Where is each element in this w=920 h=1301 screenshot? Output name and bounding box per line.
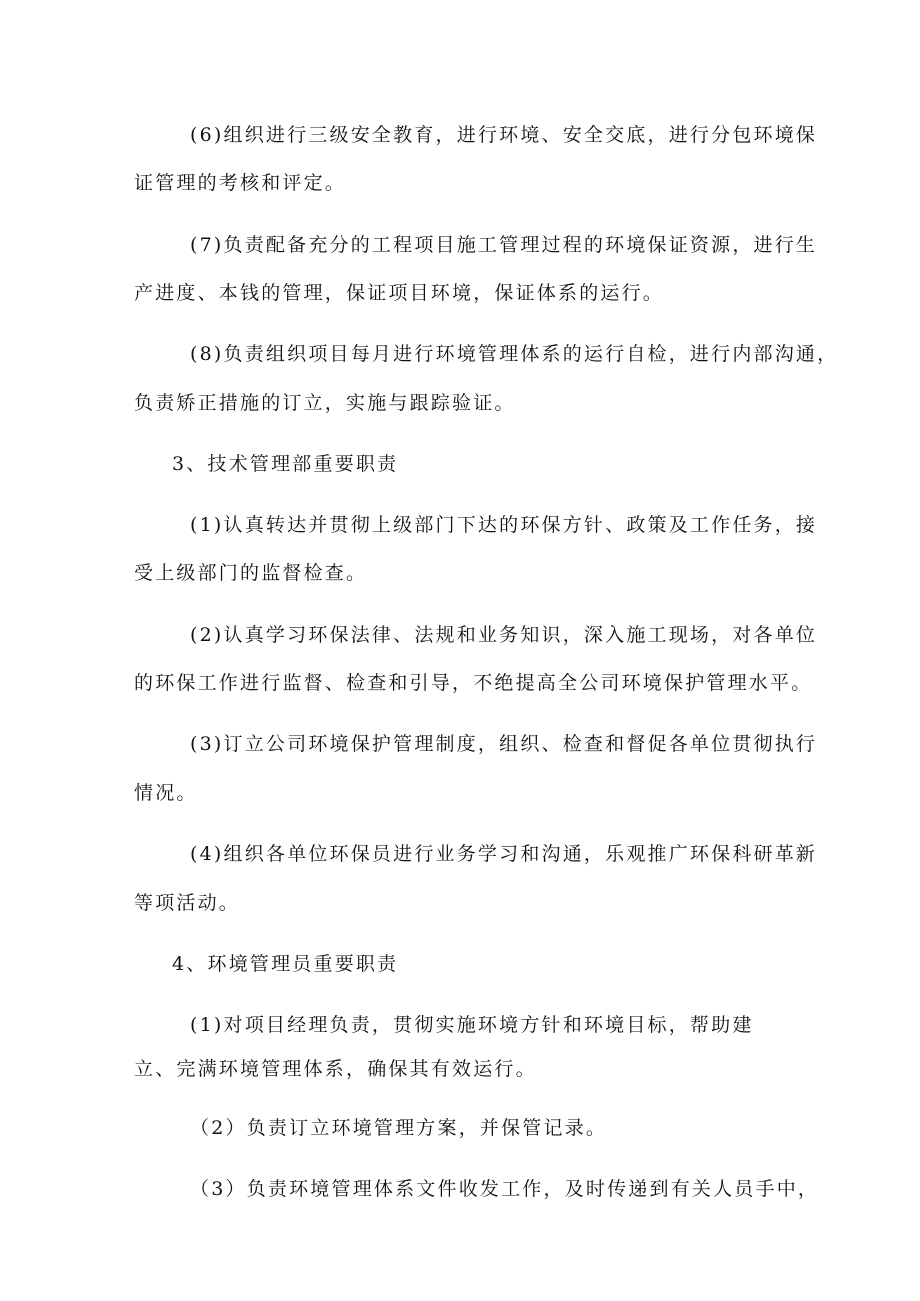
section3-item-3-line-2: 情况。 (134, 782, 198, 804)
section4-item-3: （3）负责环境管理体系文件收发工作，及时传递到有关人员手中， (190, 1178, 820, 1200)
paragraph-6-line-1: (6)组织进行三级安全教育，进行环境、安全交底，进行分包环境保 (190, 124, 818, 146)
paragraph-8-line-2: 负责矫正措施的订立，实施与跟踪验证。 (134, 392, 516, 414)
section-4-heading: 4、环境管理员重要职责 (172, 953, 399, 975)
section-3-heading: 3、技术管理部重要职责 (172, 453, 399, 475)
section3-item-2-line-1: (2)认真学习环保法律、法规和业务知识，深入施工现场，对各单位 (190, 624, 818, 646)
section4-item-1-line-2: 立、完满环境管理体系，确保其有效运行。 (134, 1058, 537, 1080)
section3-item-1-line-2: 受上级部门的监督检查。 (134, 562, 368, 584)
section3-item-3-line-1: (3)订立公司环境保护管理制度，组织、检查和督促各单位贯彻执行 (190, 733, 818, 755)
paragraph-6-line-2: 证管理的考核和评定。 (134, 172, 347, 194)
section3-item-4-line-1: (4)组织各单位环保员进行业务学习和沟通，乐观推广环保科研革新 (190, 843, 818, 865)
paragraph-8-line-1: (8)负责组织项目每月进行环境管理体系的运行自检，进行内部沟通， (190, 343, 839, 365)
section4-item-2: （2）负责订立环境管理方案，并保管记录。 (190, 1117, 608, 1139)
section3-item-1-line-1: (1)认真转达并贯彻上级部门下达的环保方针、政策及工作任务，接 (190, 514, 818, 536)
paragraph-7-line-2: 产进度、本钱的管理，保证项目环境，保证体系的运行。 (134, 282, 665, 304)
paragraph-7-line-1: (7)负责配备充分的工程项目施工管理过程的环境保证资源，进行生 (190, 234, 818, 256)
section4-item-1-line-1: (1)对项目经理负责，贯彻实施环境方针和环境目标，帮助建 (190, 1014, 754, 1036)
section3-item-2-line-2: 的环保工作进行监督、检查和引导，不绝提高全公司环境保护管理水平。 (134, 672, 813, 694)
section3-item-4-line-2: 等项活动。 (134, 892, 241, 914)
